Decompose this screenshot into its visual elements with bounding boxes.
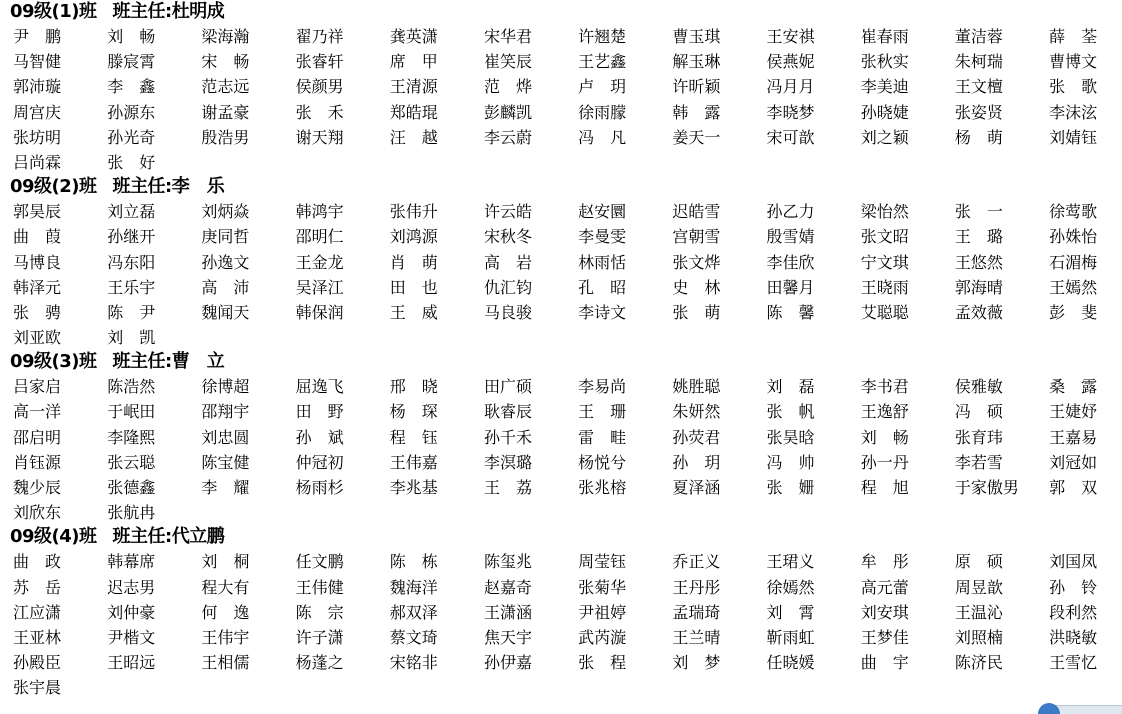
student-name: 马智健 bbox=[13, 52, 62, 72]
student-name: 吴泽江 bbox=[295, 277, 344, 297]
student-name: 韩 露 bbox=[672, 102, 721, 122]
student-name: 张 禾 bbox=[295, 102, 344, 122]
student-name: 谢孟豪 bbox=[201, 102, 250, 122]
student-name: 孙殿臣 bbox=[13, 653, 62, 673]
student-name: 刘炳焱 bbox=[201, 202, 250, 222]
student-name: 孙 玥 bbox=[672, 452, 721, 472]
class-title: 09级(4)班 bbox=[10, 526, 97, 548]
student-name: 王伟嘉 bbox=[389, 452, 438, 472]
student-name: 孙光奇 bbox=[107, 127, 156, 147]
student-name: 曹博文 bbox=[1049, 52, 1098, 72]
student-name: 李云蔚 bbox=[483, 127, 532, 147]
student-name: 许翘楚 bbox=[578, 27, 627, 46]
student-name: 王潇涵 bbox=[483, 602, 532, 622]
student-name: 刘忠圆 bbox=[201, 427, 250, 447]
student-list bbox=[0, 199, 1122, 350]
student-name: 程 旭 bbox=[860, 478, 909, 497]
student-name: 陈济民 bbox=[954, 653, 1003, 673]
student-name: 尹楷文 bbox=[107, 627, 156, 647]
student-list bbox=[0, 549, 1122, 700]
student-name: 张 程 bbox=[578, 653, 627, 673]
student-name: 张文昭 bbox=[860, 227, 909, 247]
student-name: 曹玉琪 bbox=[672, 27, 721, 46]
student-name: 王相儒 bbox=[201, 653, 250, 673]
student-name: 殷雪婧 bbox=[766, 227, 815, 247]
student-name: 张 萌 bbox=[672, 302, 721, 322]
student-name: 李佳欣 bbox=[766, 252, 815, 272]
student-name: 王雪忆 bbox=[1049, 653, 1098, 673]
student-name: 牟 彤 bbox=[860, 552, 909, 572]
student-name: 孙伊嘉 bbox=[483, 653, 532, 673]
class-section bbox=[0, 0, 1122, 175]
student-name: 刘 畅 bbox=[860, 427, 909, 447]
student-name: 梁海瀚 bbox=[201, 27, 250, 46]
student-name: 刘 磊 bbox=[766, 377, 815, 397]
student-name: 徐博超 bbox=[201, 377, 250, 397]
student-name: 范志远 bbox=[201, 77, 250, 97]
student-name: 李易尚 bbox=[578, 377, 627, 397]
student-name: 程大有 bbox=[201, 577, 250, 597]
student-name: 王温沁 bbox=[954, 602, 1003, 622]
student-name: 洪晓敏 bbox=[1049, 627, 1098, 647]
class-title: 09级(1)班 bbox=[10, 1, 97, 22]
student-name: 迟志男 bbox=[107, 577, 156, 597]
student-name: 郭昊辰 bbox=[13, 202, 62, 222]
student-name: 冯月月 bbox=[766, 77, 815, 97]
student-name: 冯 凡 bbox=[578, 127, 627, 147]
student-name: 田 也 bbox=[389, 277, 438, 297]
student-name: 张姿贤 bbox=[954, 102, 1003, 122]
student-name: 李 耀 bbox=[201, 478, 250, 497]
student-name: 靳雨虹 bbox=[766, 627, 815, 647]
student-name: 王逸舒 bbox=[860, 402, 909, 422]
student-name: 陈 栋 bbox=[389, 552, 438, 572]
student-name: 陈浩然 bbox=[107, 377, 156, 397]
student-name: 庚同哲 bbox=[201, 227, 250, 247]
student-name: 郭海晴 bbox=[954, 277, 1003, 297]
student-name: 崔笑辰 bbox=[483, 52, 532, 72]
student-name: 王 荔 bbox=[483, 478, 532, 497]
student-name: 孙继开 bbox=[107, 227, 156, 247]
student-name: 郝双泽 bbox=[389, 602, 438, 622]
student-name: 原 硕 bbox=[954, 552, 1003, 572]
student-name: 马博良 bbox=[13, 252, 62, 272]
student-name: 于岷田 bbox=[107, 402, 156, 422]
student-name: 仲冠初 bbox=[295, 452, 344, 472]
student-name: 雷 畦 bbox=[578, 427, 627, 447]
student-name: 张 歌 bbox=[1049, 77, 1098, 97]
student-name: 张兆榕 bbox=[578, 478, 627, 497]
student-name: 陈 尹 bbox=[107, 302, 156, 322]
student-name: 苏 岳 bbox=[13, 577, 62, 597]
student-name: 王嘉易 bbox=[1049, 427, 1098, 447]
student-name: 王安祺 bbox=[766, 27, 815, 46]
student-name: 高 沛 bbox=[201, 277, 250, 297]
student-list bbox=[0, 24, 1122, 175]
student-name: 孔 昭 bbox=[578, 277, 627, 297]
student-name: 焦天宇 bbox=[483, 627, 532, 647]
student-name: 许云皓 bbox=[483, 202, 532, 222]
student-name: 郭 双 bbox=[1049, 478, 1098, 497]
class-section bbox=[0, 525, 1122, 700]
student-name: 韩保润 bbox=[295, 302, 344, 322]
student-name: 王伟健 bbox=[295, 577, 344, 597]
student-name: 刘鸿源 bbox=[389, 227, 438, 247]
student-name: 彭麟凯 bbox=[483, 102, 532, 122]
student-name: 夏泽涵 bbox=[672, 478, 721, 497]
class-title: 09级(3)班 bbox=[10, 351, 97, 373]
homeroom-teacher: 班主任:杜明成 bbox=[112, 1, 225, 22]
student-name: 周昱歆 bbox=[954, 577, 1003, 597]
student-name: 王 威 bbox=[389, 302, 438, 322]
student-name: 曲 宇 bbox=[860, 653, 909, 673]
student-name: 魏闻天 bbox=[201, 302, 250, 322]
student-list bbox=[0, 374, 1122, 525]
student-name: 李晓梦 bbox=[766, 102, 815, 122]
student-name: 邵明仁 bbox=[295, 227, 344, 247]
student-name: 王珺义 bbox=[766, 552, 815, 572]
student-name: 张德鑫 bbox=[107, 478, 156, 497]
student-name: 高一洋 bbox=[13, 402, 62, 422]
student-name: 耿睿辰 bbox=[483, 402, 532, 422]
student-name: 杨雨杉 bbox=[295, 478, 344, 497]
student-name: 韩幕席 bbox=[107, 552, 156, 572]
student-name: 张育玮 bbox=[954, 427, 1003, 447]
student-name: 杨 琛 bbox=[389, 402, 438, 422]
student-name: 张菊华 bbox=[578, 577, 627, 597]
class-heading bbox=[0, 350, 1122, 374]
student-name: 迟皓雪 bbox=[672, 202, 721, 222]
student-name: 李隆熙 bbox=[107, 427, 156, 447]
class-section bbox=[0, 175, 1122, 350]
student-name: 曲 政 bbox=[13, 552, 62, 572]
student-name: 陈宝健 bbox=[201, 452, 250, 472]
student-name: 王乐宇 bbox=[107, 277, 156, 297]
student-name: 邵翔宇 bbox=[201, 402, 250, 422]
student-name: 张文烨 bbox=[672, 252, 721, 272]
student-name: 李若雪 bbox=[954, 452, 1003, 472]
student-name: 王悠然 bbox=[954, 252, 1003, 272]
student-name: 赵安圜 bbox=[578, 202, 627, 222]
student-name: 桑 露 bbox=[1049, 377, 1098, 397]
student-name: 孙晓婕 bbox=[860, 102, 909, 122]
student-name: 韩鸿宇 bbox=[295, 202, 344, 222]
student-name: 王 璐 bbox=[954, 227, 1003, 247]
student-name: 滕宸霄 bbox=[107, 52, 156, 72]
student-name: 刘立磊 bbox=[107, 202, 156, 222]
student-name: 姚胜聪 bbox=[672, 377, 721, 397]
student-name: 周莹钰 bbox=[578, 552, 627, 572]
class-heading bbox=[0, 525, 1122, 549]
student-name: 张 好 bbox=[107, 152, 156, 172]
student-name: 王金龙 bbox=[295, 252, 344, 272]
class-heading bbox=[0, 0, 1122, 24]
student-name: 宋秋冬 bbox=[483, 227, 532, 247]
student-name: 张 姗 bbox=[766, 478, 815, 497]
student-name: 李沫泫 bbox=[1049, 102, 1098, 122]
student-name: 谢天翔 bbox=[295, 127, 344, 147]
student-name: 刘欣东 bbox=[13, 503, 62, 523]
student-name: 王 珊 bbox=[578, 402, 627, 422]
student-name: 田 野 bbox=[295, 402, 344, 422]
student-name: 宋华君 bbox=[483, 27, 532, 46]
student-name: 张睿轩 bbox=[295, 52, 344, 72]
student-name: 何 逸 bbox=[201, 602, 250, 622]
student-name: 孙一丹 bbox=[860, 452, 909, 472]
student-name: 李溟璐 bbox=[483, 452, 532, 472]
student-name: 崔春雨 bbox=[860, 27, 909, 46]
class-heading bbox=[0, 175, 1122, 199]
student-name: 董洁蓉 bbox=[954, 27, 1003, 46]
student-name: 张宇晨 bbox=[13, 678, 62, 698]
student-name: 吕尚霖 bbox=[13, 152, 62, 172]
student-name: 高 岩 bbox=[483, 252, 532, 272]
student-name: 刘亚欧 bbox=[13, 328, 62, 348]
student-name: 任晓媛 bbox=[766, 653, 815, 673]
student-name: 宋 畅 bbox=[201, 52, 250, 72]
student-name: 刘冠如 bbox=[1049, 452, 1098, 472]
homeroom-teacher: 班主任:曹 立 bbox=[112, 351, 225, 373]
student-name: 宁文琪 bbox=[860, 252, 909, 272]
student-name: 孙姝怡 bbox=[1049, 227, 1098, 247]
browser-widget[interactable] bbox=[1038, 702, 1122, 714]
student-name: 刘 霄 bbox=[766, 602, 815, 622]
student-name: 王亚林 bbox=[13, 627, 62, 647]
student-name: 许昕颖 bbox=[672, 77, 721, 97]
student-name: 刘安琪 bbox=[860, 602, 909, 622]
student-name: 王昭远 bbox=[107, 653, 156, 673]
student-name: 陈 宗 bbox=[295, 602, 344, 622]
student-name: 张伟升 bbox=[389, 202, 438, 222]
student-name: 田广硕 bbox=[483, 377, 532, 397]
student-name: 曲 葭 bbox=[13, 227, 62, 247]
homeroom-teacher: 班主任:代立鹏 bbox=[112, 526, 225, 548]
student-name: 武芮漩 bbox=[578, 627, 627, 647]
student-name: 田馨月 bbox=[766, 277, 815, 297]
student-name: 乔正义 bbox=[672, 552, 721, 572]
student-name: 孙荧君 bbox=[672, 427, 721, 447]
student-name: 程 钰 bbox=[389, 427, 438, 447]
student-name: 马良骏 bbox=[483, 302, 532, 322]
student-name: 梁怡然 bbox=[860, 202, 909, 222]
student-name: 李书君 bbox=[860, 377, 909, 397]
student-name: 张云聪 bbox=[107, 452, 156, 472]
student-name: 仇汇钧 bbox=[483, 277, 532, 297]
student-name: 李曼雯 bbox=[578, 227, 627, 247]
student-name: 刘之颖 bbox=[860, 127, 909, 147]
student-name: 周宫庆 bbox=[13, 102, 62, 122]
student-name: 邵启明 bbox=[13, 427, 62, 447]
student-name: 陈玺兆 bbox=[483, 552, 532, 572]
student-name: 姜天一 bbox=[672, 127, 721, 147]
student-name: 汪 越 bbox=[389, 127, 438, 147]
student-name: 解玉琳 bbox=[672, 52, 721, 72]
student-name: 尹祖婷 bbox=[578, 602, 627, 622]
student-name: 薛 荃 bbox=[1049, 27, 1098, 46]
student-name: 朱柯瑞 bbox=[954, 52, 1003, 72]
student-name: 林雨恬 bbox=[578, 252, 627, 272]
student-name: 孙乙力 bbox=[766, 202, 815, 222]
student-name: 石湄梅 bbox=[1049, 252, 1098, 272]
student-name: 王梦佳 bbox=[860, 627, 909, 647]
student-name: 席 甲 bbox=[389, 52, 438, 72]
student-name: 刘国凤 bbox=[1049, 552, 1098, 572]
student-name: 徐莺歌 bbox=[1049, 202, 1098, 222]
student-name: 孙 铃 bbox=[1049, 577, 1098, 597]
student-name: 刘 凯 bbox=[107, 328, 156, 348]
student-name: 宫朝雪 bbox=[672, 227, 721, 247]
student-name: 侯颜男 bbox=[295, 77, 344, 97]
student-name: 李兆基 bbox=[389, 478, 438, 497]
homeroom-teacher: 班主任:李 乐 bbox=[112, 176, 225, 198]
student-name: 屈逸飞 bbox=[295, 377, 344, 397]
student-name: 王婕妤 bbox=[1049, 402, 1098, 422]
student-name: 韩泽元 bbox=[13, 277, 62, 297]
student-name: 张昊晗 bbox=[766, 427, 815, 447]
student-name: 孙千禾 bbox=[483, 427, 532, 447]
student-name: 孙逸文 bbox=[201, 252, 250, 272]
student-name: 孙源东 bbox=[107, 102, 156, 122]
student-name: 徐嫣然 bbox=[766, 577, 815, 597]
student-name: 尹 鹏 bbox=[13, 27, 62, 46]
student-name: 冯 帅 bbox=[766, 452, 815, 472]
student-name: 刘照楠 bbox=[954, 627, 1003, 647]
student-name: 魏少辰 bbox=[13, 478, 62, 497]
student-name: 郭沛璇 bbox=[13, 77, 62, 97]
student-name: 刘婧钰 bbox=[1049, 127, 1098, 147]
student-name: 高元蕾 bbox=[860, 577, 909, 597]
student-name: 任文鹏 bbox=[295, 552, 344, 572]
student-name: 刘 桐 bbox=[201, 552, 250, 572]
class-title: 09级(2)班 bbox=[10, 176, 97, 198]
student-name: 史 林 bbox=[672, 277, 721, 297]
student-name: 于家傲男 bbox=[954, 478, 1019, 497]
student-name: 杨悦兮 bbox=[578, 452, 627, 472]
student-name: 郑皓琨 bbox=[389, 102, 438, 122]
student-name: 侯雅敏 bbox=[954, 377, 1003, 397]
student-name: 朱妍然 bbox=[672, 402, 721, 422]
student-name: 陈 馨 bbox=[766, 302, 815, 322]
student-name: 张坊明 bbox=[13, 127, 62, 147]
student-name: 蔡文琦 bbox=[389, 627, 438, 647]
student-name: 刘 梦 bbox=[672, 653, 721, 673]
student-name: 刘仲豪 bbox=[107, 602, 156, 622]
student-name: 宋铭非 bbox=[389, 653, 438, 673]
student-name: 殷浩男 bbox=[201, 127, 250, 147]
student-name: 范 烨 bbox=[483, 77, 532, 97]
student-name: 孟效薇 bbox=[954, 302, 1003, 322]
student-name: 徐雨朦 bbox=[578, 102, 627, 122]
student-name: 王伟宇 bbox=[201, 627, 250, 647]
student-name: 王晓雨 bbox=[860, 277, 909, 297]
student-name: 杨蓬之 bbox=[295, 653, 344, 673]
student-name: 王丹彤 bbox=[672, 577, 721, 597]
student-name: 孙 斌 bbox=[295, 427, 344, 447]
student-name: 张秋实 bbox=[860, 52, 909, 72]
student-name: 江应潇 bbox=[13, 602, 62, 622]
student-name: 张 骋 bbox=[13, 302, 62, 322]
student-name: 李美迪 bbox=[860, 77, 909, 97]
student-name: 肖 萌 bbox=[389, 252, 438, 272]
student-name: 王嫣然 bbox=[1049, 277, 1098, 297]
student-name: 王艺鑫 bbox=[578, 52, 627, 72]
student-name: 赵嘉奇 bbox=[483, 577, 532, 597]
student-name: 许子潇 bbox=[295, 627, 344, 647]
student-name: 王兰晴 bbox=[672, 627, 721, 647]
class-section bbox=[0, 350, 1122, 525]
student-name: 王清源 bbox=[389, 77, 438, 97]
student-name: 侯燕妮 bbox=[766, 52, 815, 72]
student-name: 彭 斐 bbox=[1049, 302, 1098, 322]
student-name: 杨 萌 bbox=[954, 127, 1003, 147]
student-name: 刘 畅 bbox=[107, 27, 156, 46]
student-name: 孟瑞琦 bbox=[672, 602, 721, 622]
student-name: 张 帆 bbox=[766, 402, 815, 422]
student-name: 龚英潇 bbox=[389, 27, 438, 46]
student-name: 段利然 bbox=[1049, 602, 1098, 622]
student-name: 李 鑫 bbox=[107, 77, 156, 97]
student-name: 张 一 bbox=[954, 202, 1003, 222]
student-name: 冯东阳 bbox=[107, 252, 156, 272]
student-name: 肖钰源 bbox=[13, 452, 62, 472]
student-name: 吕家启 bbox=[13, 377, 62, 397]
student-name: 翟乃祥 bbox=[295, 27, 344, 46]
student-name: 宋可歆 bbox=[766, 127, 815, 147]
student-name: 卢 玥 bbox=[578, 77, 627, 97]
student-name: 冯 硕 bbox=[954, 402, 1003, 422]
student-name: 艾聪聪 bbox=[860, 302, 909, 322]
student-name: 王文檀 bbox=[954, 77, 1003, 97]
student-name: 邢 晓 bbox=[389, 377, 438, 397]
student-name: 张航冉 bbox=[107, 503, 156, 523]
student-name: 李诗文 bbox=[578, 302, 627, 322]
student-name: 魏海洋 bbox=[389, 577, 438, 597]
